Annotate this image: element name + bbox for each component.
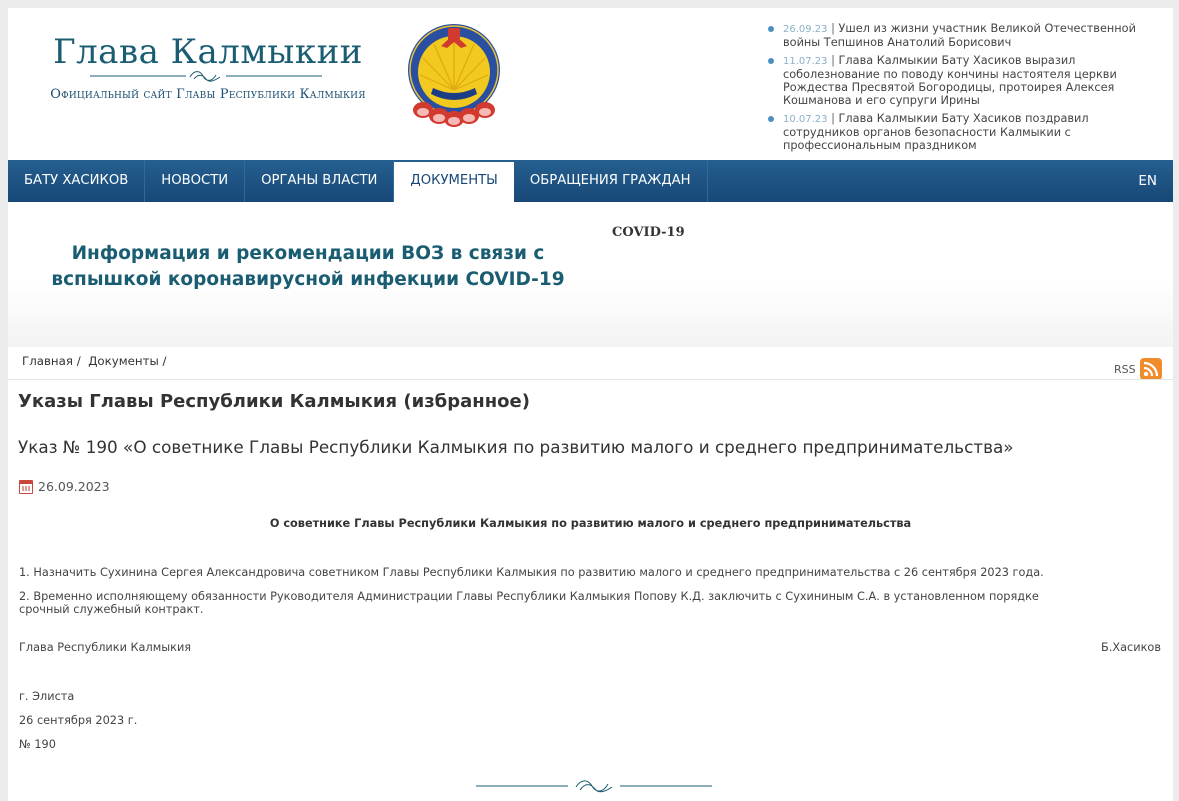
section-title: Указы Главы Республики Калмыкия (избранное) [18,391,530,412]
kalmykia-emblem-icon[interactable] [403,20,505,132]
news-item[interactable]: 10.07.23 | Глава Калмыкии Бату Хасиков поздравил сотрудников органов безопасности Калмыкии с профессиональным праздником [766,112,1166,152]
document-date-value: 26.09.2023 [38,479,110,494]
breadcrumb: Главная / Документы / [22,354,167,368]
site-header [8,8,1173,160]
rss-icon [1140,358,1162,380]
covid-label[interactable]: COVID-19 [612,225,685,240]
ornament-divider [90,68,322,84]
document-date [19,479,110,494]
bullet-icon [768,58,774,64]
news-date: 26.09.23 [783,24,828,35]
nav-item-batu-khasikov[interactable]: БАТУ ХАСИКОВ [8,160,145,202]
latest-news-list [766,22,1166,157]
decree-number: № 190 [19,738,56,751]
nav-item-authorities[interactable]: ОРГАНЫ ВЛАСТИ [245,160,394,202]
news-date: 11.07.23 [783,56,828,67]
news-text[interactable]: Глава Калмыкии Бату Хасиков выразил соболезнование по поводу кончины настоятеля церкви Рождества Пресвятой Богородицы, протоирея Алексея Кошманова и его супруги Ирины [783,54,1117,107]
covid-banner-link[interactable]: Информация и рекомендации ВОЗ в связи с вспышкой коронавирусной инфекции COVID-19 [51,243,565,290]
nav-item-citizen-appeals[interactable]: ОБРАЩЕНИЯ ГРАЖДАН [514,160,708,202]
news-date: 10.07.23 [783,114,828,125]
document-title: Указ № 190 «О советнике Главы Республики Калмыкия по развитию малого и среднего предпринимательства» [18,437,1014,457]
page [8,8,1173,801]
news-text[interactable]: Глава Калмыкии Бату Хасиков поздравил сотрудников органов безопасности Калмыкии с профессиональным праздником [783,112,1089,152]
rss-link[interactable] [1114,358,1162,380]
news-text[interactable]: Ушел из жизни участник Великой Отечественной войны Тепшинов Анатолий Борисович [783,22,1136,49]
news-item[interactable]: 26.09.23 | Ушел из жизни участник Великой Отечественной войны Тепшинов Анатолий Борисович [766,22,1166,49]
rss-label: RSS [1114,362,1136,376]
nav-item-documents[interactable]: ДОКУМЕНТЫ [394,162,513,202]
language-switch-en[interactable]: EN [1138,173,1157,189]
breadcrumb-documents[interactable]: Документы [88,354,159,368]
document-heading: О советнике Главы Республики Калмыкия по развитию малого и среднего предпринимательства [269,517,912,530]
breadcrumb-home[interactable]: Главная [22,354,73,368]
signature-name: Б.Хасиков [1101,641,1161,654]
signature-position: Глава Республики Калмыкия [19,641,192,654]
bullet-icon [768,26,774,32]
document-paragraph-2: 2. Временно исполняющему обязанности Руководителя Администрации Главы Республики Калмыкия Попову К.Д. заключить с Сухининым С.А. в установленном порядке срочный служебный контракт. [19,590,1039,616]
site-subtitle: Официальный сайт Главы Республики Калмыкия [50,87,366,102]
covid-banner [8,202,1173,347]
nav-item-news[interactable]: НОВОСТИ [145,160,245,202]
news-item[interactable]: 11.07.23 | Глава Калмыкии Бату Хасиков выразил соболезнование по поводу кончины настоятеля церкви Рождества Пресвятой Богородицы, протоирея Алексея Кошманова и его супруги Ирины [766,54,1166,107]
document-paragraph-1: 1. Назначить Сухинина Сергея Александровича советником Главы Республики Калмыкия по развитию малого и среднего предпринимательства с 26 сентября 2023 года. [19,566,1044,579]
calendar-icon [19,480,33,494]
divider [8,379,1173,380]
main-nav [8,160,1173,202]
signing-date: 26 сентября 2023 г. [19,714,138,727]
bullet-icon [768,116,774,122]
site-title[interactable]: Глава Калмыкии [53,32,363,72]
ornament-divider [476,774,712,796]
signing-place: г. Элиста [19,690,75,703]
